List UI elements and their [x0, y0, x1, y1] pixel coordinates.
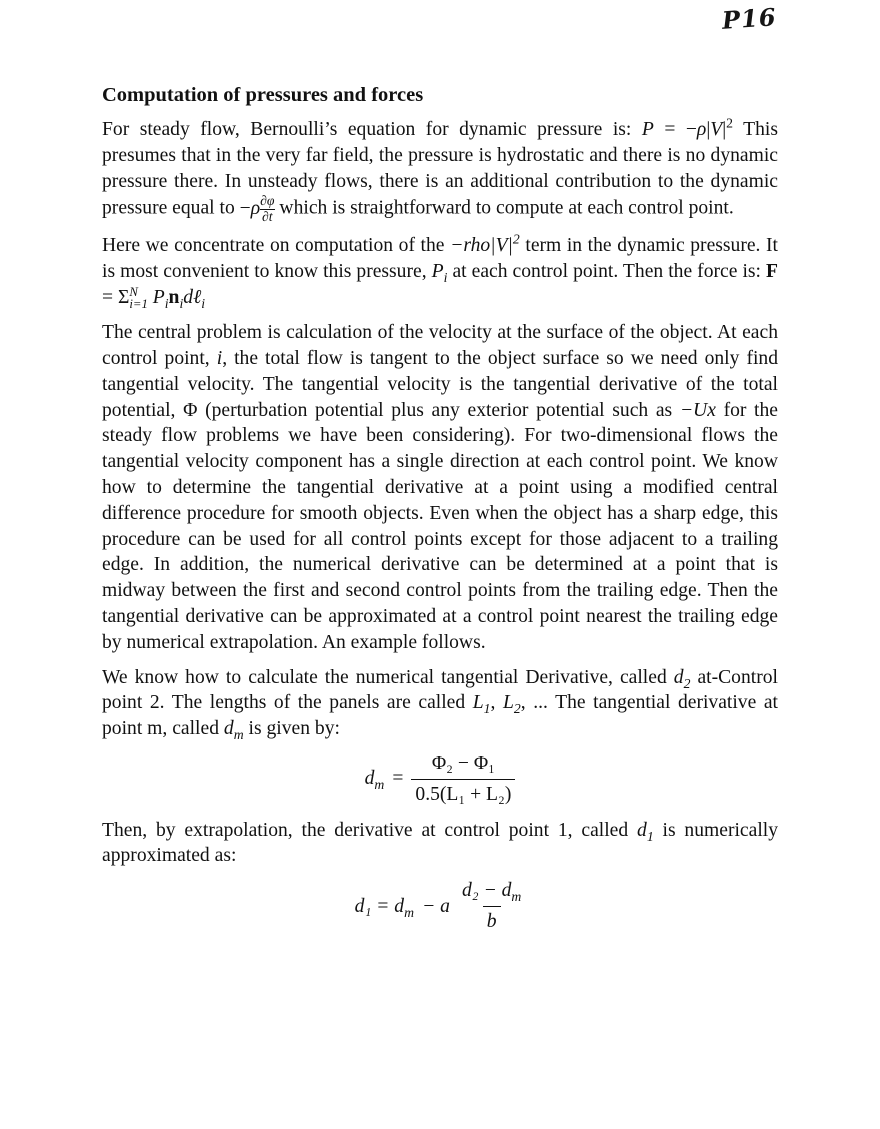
p4-text-3: , ... The tangential derivative at point m, called: [102, 692, 778, 740]
p4-text-1: We know how to calculate the numerical tangential Derivative, called: [102, 666, 667, 688]
p2-text-2: term in the dynamic pressure. It is most convenient to know this pressure,: [102, 235, 778, 282]
l1-symbol: $L_1$: [472, 692, 491, 717]
index-i: i: [216, 348, 223, 370]
paragraph-force: [102, 233, 778, 311]
p3-text-2: , the total flow is tangent to the object surface so we need only find tangential velocity. The tangential velocity is the tangential derivative of the total potential,: [102, 348, 779, 421]
ux-term: −Ux: [679, 399, 716, 421]
eq2-denominator: b: [483, 906, 501, 935]
p3-text-4: for the steady flow problems we have been considering). For two-dimensional flows the tangential velocity component has a single direction at each control point. We know how to determine the tangential derivative at a point using a modified central difference procedure for smooth objects. Even when the object has a sharp edge, this procedure can be used for all control points except for those adjacent to a trailing edge. In addition, the numerical derivative can be determined at a point that is midway between the first and second control points from the trailing edge. Then the tangential derivative can be approximated at a control point nearest the trailing edge by numerical extrapolation. An example follows.: [102, 399, 778, 653]
dm-symbol: $d_m$: [223, 718, 244, 743]
force-equation: F = Σ N i=1 $P_in_id\ell_i$: [102, 260, 778, 312]
eq1-fraction: [411, 751, 515, 808]
page-number: P16: [721, 2, 778, 35]
eq2-fraction: [458, 878, 525, 935]
eq1-equals: =: [392, 768, 404, 790]
equation-d1: [102, 878, 778, 935]
p1-text-1: For steady flow, Bernoulli’s equation for dynamic pressure is:: [102, 119, 632, 140]
section-title: Computation of pressures and forces: [102, 84, 424, 106]
eq1-denominator: 0.5(L₁ + L₂): [411, 779, 515, 808]
eq2-numerator: $d_2 - d_m$: [461, 880, 522, 905]
p5-text-1: Then, by extrapolation, the derivative at control point 1, called: [102, 819, 629, 841]
p3-text-3: (perturbation potential plus any exterior potential such as: [205, 399, 673, 421]
eq2-lhs: $d_1 = d_m$: [354, 895, 415, 920]
p5-text-2: is numerically approximated as:: [102, 819, 779, 867]
partial-fraction: $\frac{\partial\varphi}{\partial t}$: [260, 193, 275, 224]
p2-text-3: at each control point. Then the force is:: [452, 260, 761, 282]
p4-text-2: at-Control point 2. The lengths of the panels are called: [102, 666, 778, 714]
l2-symbol: $L_2$: [502, 692, 521, 717]
p2-text-1: Here we concentrate on computation of the: [102, 235, 445, 257]
equation-dm: [102, 751, 778, 808]
p1-text-3: which is straightforward to compute at each control point.: [279, 197, 734, 219]
p3-text-1: The central problem is calculation of the velocity at the surface of the object. At each control point,: [102, 322, 778, 370]
d1-symbol: $d_1$: [637, 819, 654, 844]
eq2-mid: − a: [422, 895, 450, 917]
pressure-symbol: $P_i$: [431, 260, 448, 285]
rho-v-term: $-rho|V|^2$: [450, 231, 520, 257]
d2-symbol: $d_2$: [673, 666, 691, 691]
document-body: [102, 80, 778, 949]
paragraph-extrapolation: [102, 818, 778, 870]
paragraph-tangential-derivative: We know how to calculate the numerical tangential Derivative, called $d_2$ at-Control point 2. The lengths of the panels are called $L_1$, $L_2$, ... The tangential derivative at point m, called $d_m$ is given by:: [102, 666, 778, 743]
bernoulli-equation: $P = -\rho|V|^2$: [641, 115, 734, 140]
eq1-numerator: Φ₂ − Φ₁: [431, 752, 495, 774]
p1-text-2: This presumes that in the very far field, the pressure is hydrostatic and there is no dynamic pressure there. In unsteady flows, there is an additional contribution to the dynamic pressure equal to: [102, 119, 779, 219]
eq1-lhs: $d_m$: [364, 768, 385, 793]
paragraph-central-problem: [102, 320, 778, 655]
p4-text-4: is given by:: [248, 718, 340, 740]
phi-symbol: Φ: [183, 399, 198, 421]
unsteady-term: −ρ $\frac{\partial\varphi}{\partial t}$: [239, 193, 275, 224]
paragraph-bernoulli: [102, 117, 778, 224]
